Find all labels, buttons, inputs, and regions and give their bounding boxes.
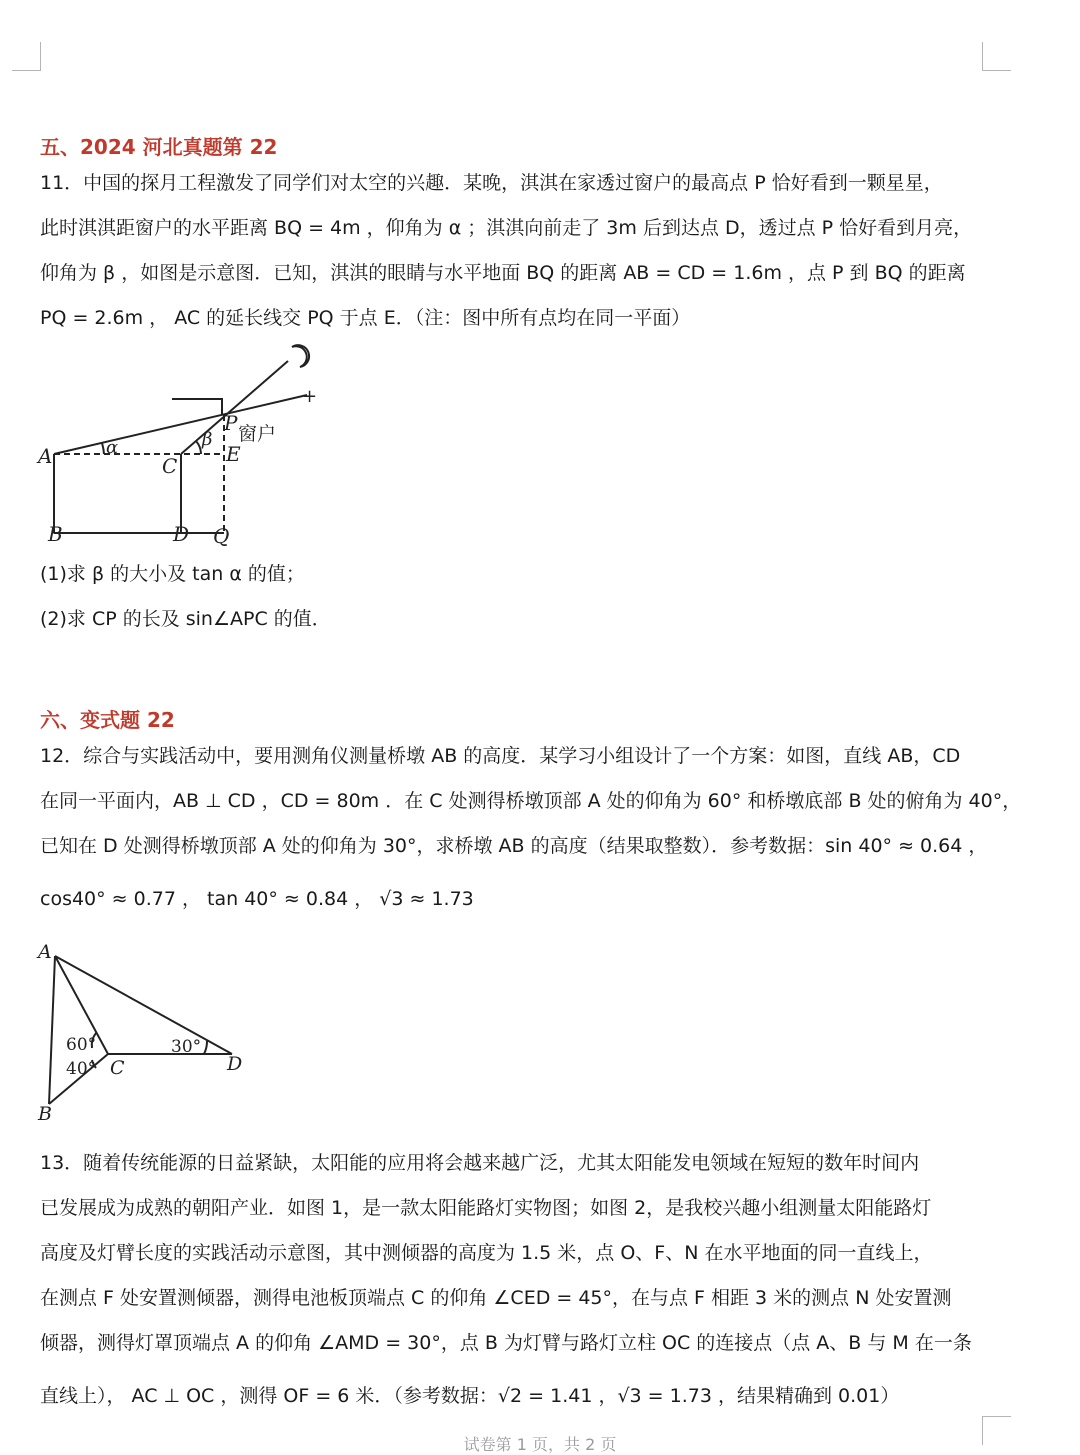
label-d: D <box>227 1053 243 1075</box>
q12-line-3: 已知在 D 处测得桥墩顶部 A 处的仰角为 30°，求桥墩 AB 的高度（结果取整数）．参考数据：sin 40° ≈ 0.64 ， <box>40 835 988 857</box>
q13-line-2: 已发展成为成熟的朝阳产业．如图 1，是一款太阳能路灯实物图；如图 2，是我校兴趣小组测量太阳能路灯 <box>40 1197 932 1219</box>
label-alpha: α <box>106 437 119 458</box>
label-a: A <box>38 941 52 963</box>
q13-line-3: 高度及灯臂长度的实践活动示意图，其中测倾器的高度为 1.5 米，点 O、F、N 在水平地面的同一直线上， <box>40 1242 933 1264</box>
page-corner-mark-top-left <box>12 42 41 71</box>
angle-beta-arc <box>196 441 201 454</box>
section-heading-5: 五、2024 河北真题第 22 <box>40 135 278 159</box>
q12-line-2: 在同一平面内，AB ⊥ CD ，CD = 80m ．在 C 处测得桥墩顶部 A 处的仰角为 60° 和桥墩底部 B 处的俯角为 40°， <box>40 790 1022 812</box>
label-angle-40: 40° <box>66 1059 97 1079</box>
q12-figure <box>30 936 260 1126</box>
angle-alpha-arc <box>102 443 104 454</box>
segment-ab <box>49 956 55 1104</box>
q11-part-1: (1)求 β 的大小及 tan α 的值； <box>40 563 305 585</box>
q11-line-1: 11．中国的探月工程激发了同学们对太空的兴趣．某晚，淇淇在家透过窗户的最高点 P 恰好看到一颗星星， <box>40 172 943 194</box>
star-icon: + <box>302 386 318 407</box>
q12-line-4: cos40° ≈ 0.77 ， tan 40° ≈ 0.84 ， √3 ≈ 1.73 <box>40 888 474 910</box>
q12-line-1: 12．综合与实践活动中，要用测角仪测量桥墩 AB 的高度．某学习小组设计了一个方案：如图，直线 AB，CD <box>40 745 961 767</box>
page-footer: 试卷第 1 页，共 2 页 <box>463 1435 617 1454</box>
page-corner-mark-top-right <box>982 42 1011 71</box>
label-d: D <box>173 522 190 546</box>
moon-icon <box>292 345 309 367</box>
q13-line-6: 直线上）， AC ⊥ OC ，测得 OF = 6 米．（参考数据：√2 = 1.41 ，√3 = 1.73 ，结果精确到 0.01） <box>40 1385 900 1407</box>
q11-line-2: 此时淇淇距窗户的水平距离 BQ = 4m ，仰角为 α ；淇淇向前走了 3m 后到达点 D，透过点 P 恰好看到月亮， <box>40 217 973 239</box>
q13-line-1: 13．随着传统能源的日益紧缺，太阳能的应用将会越来越广泛，尤其太阳能发电领域在短短的数年时间内 <box>40 1152 920 1174</box>
label-angle-30: 30° <box>171 1037 202 1057</box>
label-c: C <box>110 1057 125 1079</box>
angle-30-arc <box>204 1041 207 1054</box>
label-b: B <box>48 522 63 546</box>
q11-figure <box>30 335 330 550</box>
label-b: B <box>38 1103 52 1125</box>
q11-line-4: PQ = 2.6m ， AC 的延长线交 PQ 于点 E．（注：图中所有点均在同一平面） <box>40 307 691 329</box>
q13-line-4: 在测点 F 处安置测倾器，测得电池板顶端点 C 的仰角 ∠CED = 45°，在与点 F 相距 3 米的测点 N 处安置测 <box>40 1287 952 1309</box>
label-a: A <box>38 444 53 468</box>
q11-line-3: 仰角为 β ，如图是示意图．已知，淇淇的眼睛与水平地面 BQ 的距离 AB = CD = 1.6m ，点 P 到 BQ 的距离 <box>40 262 966 284</box>
label-p: P <box>224 411 238 435</box>
q11-part-2: (2)求 CP 的长及 sin∠APC 的值． <box>40 608 331 630</box>
label-window: 窗户 <box>238 423 277 445</box>
label-e: E <box>226 442 241 466</box>
q13-line-5: 倾器，测得灯罩顶端点 A 的仰角 ∠AMD = 30°，点 B 为灯臂与路灯立柱 OC 的连接点（点 A、B 与 M 在一条 <box>40 1332 972 1354</box>
window-frame <box>172 399 222 415</box>
label-beta: β <box>202 429 213 450</box>
section-heading-6: 六、变式题 22 <box>40 708 175 732</box>
label-q: Q <box>213 524 230 548</box>
label-c: C <box>162 454 178 478</box>
label-angle-60: 60° <box>66 1035 97 1055</box>
